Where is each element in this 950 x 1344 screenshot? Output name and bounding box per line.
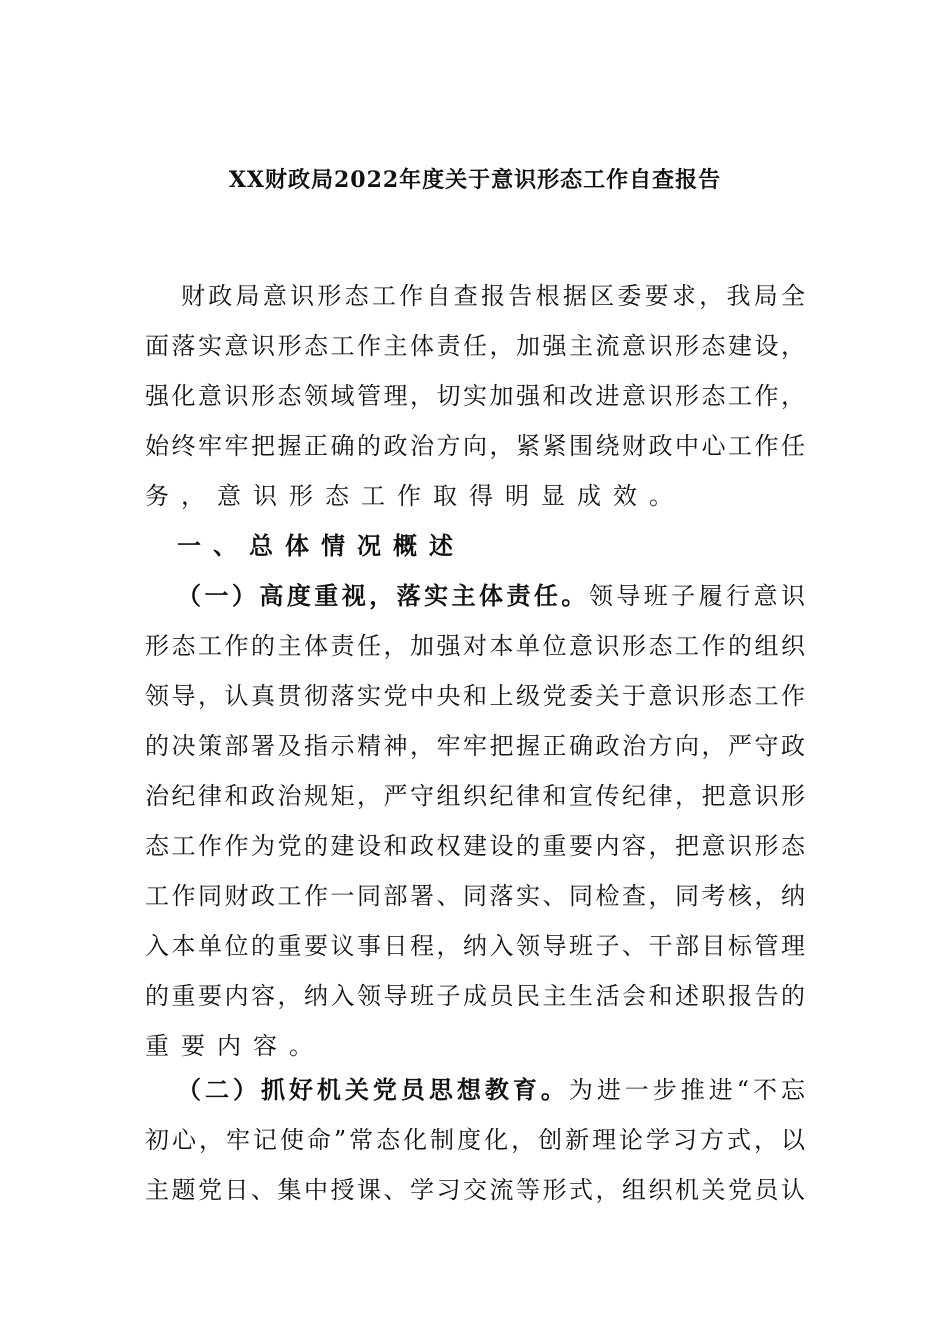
subsection-heading: （一）高度重视，落实主体责任。 bbox=[177, 581, 589, 610]
text-line: 的重要内容，纳入领导班子成员民主生活会和述职报告的 bbox=[145, 982, 805, 1010]
subsection-1-paragraph bbox=[145, 571, 805, 1071]
text-line: 初心，牢记使命”常态化制度化，创新理论学习方式，以 bbox=[145, 1126, 805, 1154]
text-line bbox=[145, 1065, 805, 1115]
text-line: 工作同财政工作一同部署、同落实、同检查，同考核，纳 bbox=[145, 882, 805, 910]
subsection-2-paragraph bbox=[145, 1065, 805, 1215]
text-line: 重要内容。 bbox=[145, 1032, 325, 1060]
section-heading: 一、总体情况概述 bbox=[177, 531, 465, 560]
text-line: 的决策部署及指示精神，牢牢把握正确政治方向，严守政 bbox=[145, 732, 805, 760]
intro-paragraph bbox=[145, 271, 805, 521]
text-run: 为进一步推进“不忘 bbox=[568, 1076, 805, 1104]
text-run: 领导班子履行意识 bbox=[588, 582, 806, 610]
subsection-heading: （二）抓好机关党员思想教育。 bbox=[177, 1075, 569, 1104]
text-line: 领导，认真贯彻落实党中央和上级党委关于意识形态工作 bbox=[145, 682, 805, 710]
text-line: 强化意识形态领域管理，切实加强和改进意识形态工作， bbox=[145, 382, 805, 410]
text-line bbox=[145, 571, 805, 621]
text-line: 面落实意识形态工作主体责任，加强主流意识形态建设， bbox=[145, 332, 805, 360]
text-line: 态工作作为党的建设和政权建设的重要内容，把意识形态 bbox=[145, 832, 805, 860]
text-line: 治纪律和政治规矩，严守组织纪律和宣传纪律，把意识形 bbox=[145, 782, 805, 810]
text-line: 财政局意识形态工作自查报告根据区委要求，我局全 bbox=[181, 282, 805, 310]
text-line: 形态工作的主体责任，加强对本单位意识形态工作的组织 bbox=[145, 632, 805, 660]
document-title: XX财政局2022年度关于意识形态工作自查报告 bbox=[228, 167, 722, 193]
document-body bbox=[145, 271, 805, 1215]
text-line: 主题党日、集中授课、学习交流等形式，组织机关党员认 bbox=[145, 1176, 805, 1204]
text-line: 入本单位的重要议事日程，纳入领导班子、干部目标管理 bbox=[145, 932, 805, 960]
text-line: 务，意识形态工作取得明显成效。 bbox=[145, 482, 685, 510]
text-line: 始终牢牢把握正确的政治方向，紧紧围绕财政中心工作任 bbox=[145, 432, 805, 460]
